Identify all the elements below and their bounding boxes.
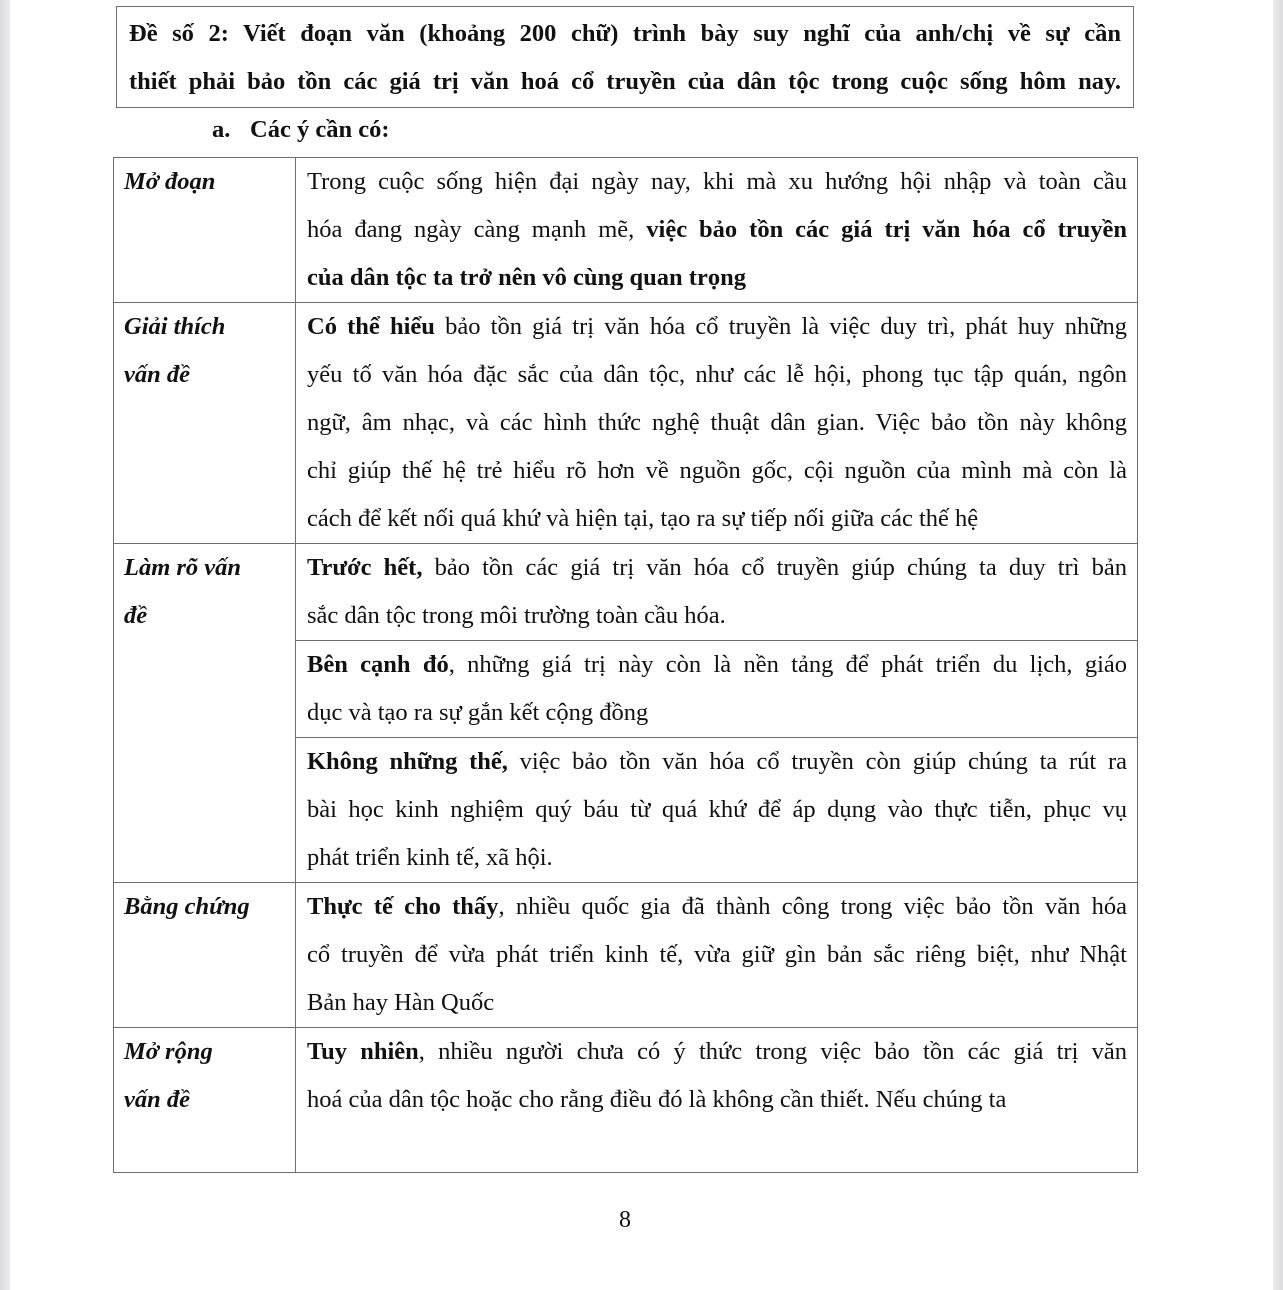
body-text: bảo tồn giá trị văn hóa cổ truyền là việc duy trì, phát huy những	[434, 313, 1127, 340]
body-text: sắc dân tộc trong môi trường toàn cầu hóa.	[307, 602, 726, 629]
content-line	[307, 495, 1127, 543]
content-cell	[296, 883, 1138, 1028]
emphasis-text: Tuy nhiên	[307, 1038, 419, 1065]
content-cell	[296, 1028, 1138, 1173]
row-label-cell	[114, 883, 296, 1028]
row-label: đề	[124, 602, 148, 629]
viewer-edge-right	[1273, 0, 1283, 1290]
content-line	[307, 931, 1127, 979]
body-text: , những giá trị này còn là nền tảng để phát triển du lịch, giáo	[448, 651, 1128, 678]
table-row	[114, 883, 1138, 1028]
blank-line	[307, 1124, 1127, 1172]
content-line	[307, 979, 1127, 1027]
body-text: hoá của dân tộc hoặc cho rằng điều đó là không cần thiết. Nếu chúng ta	[307, 1086, 1007, 1113]
body-text: hóa đang ngày càng mạnh mẽ,	[307, 216, 647, 243]
content-line	[307, 641, 1127, 689]
body-text: chỉ giúp thế hệ trẻ hiểu rõ hơn về nguồn gốc, cội nguồn của mình mà còn là	[307, 457, 1127, 484]
content-cell	[296, 641, 1138, 738]
content-cell	[296, 303, 1138, 544]
body-text: yếu tố văn hóa đặc sắc của dân tộc, như các lễ hội, phong tục tập quán, ngôn	[307, 361, 1127, 388]
content-cell	[296, 158, 1138, 303]
content-line	[307, 399, 1127, 447]
row-label: vấn đề	[124, 1086, 190, 1113]
content-line	[307, 447, 1127, 495]
content-line	[307, 834, 1127, 882]
viewer-edge-left	[0, 0, 10, 1290]
row-label: vấn đề	[124, 361, 190, 388]
emphasis-text: Không những thế,	[307, 748, 508, 775]
content-line	[307, 592, 1127, 640]
content-line	[307, 303, 1127, 351]
body-text: việc bảo tồn văn hóa cổ truyền còn giúp chúng ta rút ra	[507, 748, 1127, 775]
body-text: dục và tạo ra sự gắn kết cộng đồng	[307, 699, 649, 726]
section-title: Các ý cần có:	[250, 116, 390, 143]
emphasis-text: Có thể hiểu	[307, 313, 435, 340]
body-text: ngữ, âm nhạc, và các hình thức nghệ thuật dân gian. Việc bảo tồn này không	[307, 409, 1127, 436]
row-label-cell	[114, 544, 296, 883]
body-text: cổ truyền để vừa phát triển kinh tế, vừa giữ gìn bản sắc riêng biệt, như Nhật	[307, 941, 1127, 968]
content-line	[307, 1076, 1127, 1124]
content-line	[307, 206, 1127, 254]
row-label: Giải thích	[124, 313, 226, 340]
body-text: , nhiều quốc gia đã thành công trong việc bảo tồn văn hóa	[498, 893, 1127, 920]
content-line	[307, 883, 1127, 931]
content-line	[307, 544, 1127, 592]
outline-table	[113, 157, 1138, 1173]
essay-prompt-box	[116, 6, 1134, 108]
emphasis-text: Bên cạnh đó	[307, 651, 449, 678]
content-cell	[296, 544, 1138, 641]
page-number: 8	[619, 1207, 631, 1233]
content-line	[307, 351, 1127, 399]
table-row	[114, 158, 1138, 303]
body-text: bảo tồn các giá trị văn hóa cổ truyền giúp chúng ta duy trì bản	[422, 554, 1127, 581]
body-text: cách để kết nối quá khứ và hiện tại, tạo ra sự tiếp nối giữa các thế hệ	[307, 505, 979, 532]
row-label-cell	[114, 1028, 296, 1173]
row-label: Mở đoạn	[124, 168, 216, 195]
list-marker: a.	[212, 116, 231, 143]
row-label-cell	[114, 303, 296, 544]
emphasis-text: của dân tộc ta trở nên vô cùng quan trọng	[307, 264, 746, 291]
content-line	[307, 738, 1127, 786]
content-line	[307, 254, 1127, 302]
table-row	[114, 1028, 1138, 1173]
section-heading	[212, 110, 389, 150]
row-label: Làm rõ vấn	[124, 554, 242, 581]
emphasis-text: việc bảo tồn các giá trị văn hóa cổ truyền	[646, 216, 1128, 243]
content-line	[307, 158, 1127, 206]
table-row	[114, 544, 1138, 641]
row-label: Bằng chứng	[124, 893, 250, 920]
row-label-cell	[114, 158, 296, 303]
body-text: Bản hay Hàn Quốc	[307, 989, 495, 1016]
content-cell	[296, 738, 1138, 883]
emphasis-text: Trước hết,	[307, 554, 423, 581]
prompt-line: thiết phải bảo tồn các giá trị văn hoá cổ truyền của dân tộc trong cuộc sống hôm nay.	[129, 68, 1121, 95]
content-line	[307, 786, 1127, 834]
body-text: bài học kinh nghiệm quý báu từ quá khứ để áp dụng vào thực tiễn, phục vụ	[307, 796, 1127, 823]
emphasis-text: Thực tế cho thấy	[307, 893, 499, 920]
table-row	[114, 303, 1138, 544]
content-line	[307, 1028, 1127, 1076]
prompt-line: Đề số 2: Viết đoạn văn (khoảng 200 chữ) trình bày suy nghĩ của anh/chị về sự cần	[129, 20, 1121, 47]
body-text: , nhiều người chưa có ý thức trong việc bảo tồn các giá trị văn	[418, 1038, 1127, 1065]
content-line	[307, 689, 1127, 737]
body-text: phát triển kinh tế, xã hội.	[307, 844, 553, 871]
body-text: Trong cuộc sống hiện đại ngày nay, khi mà xu hướng hội nhập và toàn cầu	[307, 168, 1127, 195]
row-label: Mở rộng	[124, 1038, 213, 1065]
